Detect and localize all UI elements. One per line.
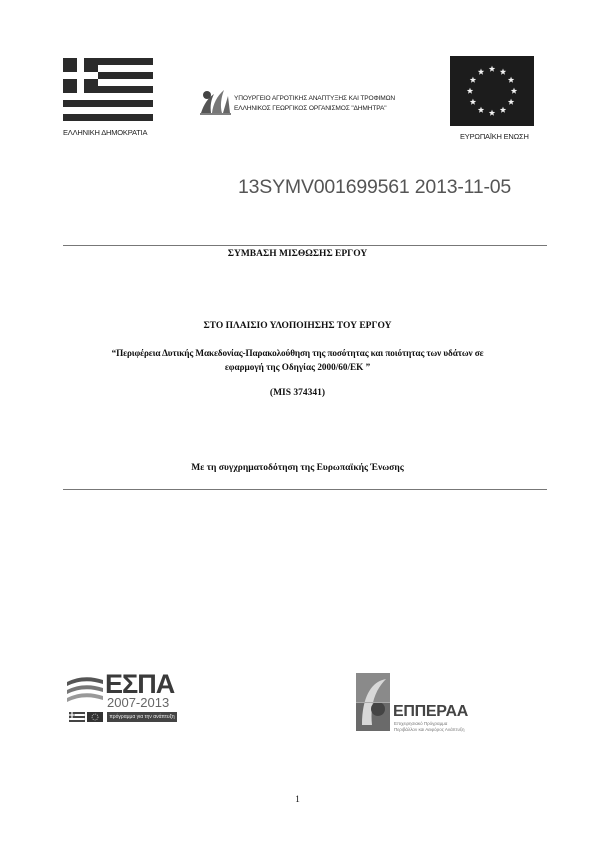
ada-code: 13SYMV001699561 2013-11-05: [238, 176, 512, 198]
ministry-logo: [198, 86, 408, 120]
epperaa-logo: [356, 673, 481, 733]
eu-flag-mini-icon: [87, 712, 103, 722]
epperaa-subtitle-1: Επιχειρησιακό Πρόγραμμα: [394, 721, 448, 726]
top-divider: [63, 245, 547, 246]
mis-code: (MIS 374341): [269, 388, 326, 398]
organization-name: ΕΛΛΗΝΙΚΟΣ ΓΕΩΡΓΙΚΟΣ ΟΡΓΑΝΙΣΜΟΣ "ΔΗΜΗΤΡΑ": [234, 105, 387, 112]
epperaa-emblem-icon: [356, 673, 390, 731]
framework-line: ΣΤΟ ΠΛΑΙΣΙΟ ΥΛΟΠΟΙΗΣΗΣ ΤΟΥ ΕΡΓΟΥ: [203, 321, 392, 331]
greek-flag-mini-icon: [69, 712, 85, 722]
bottom-divider: [63, 489, 547, 490]
demeter-emblem-icon: [198, 86, 232, 116]
page-number: 1: [295, 795, 300, 805]
epperaa-logo-text: ΕΠΠΕΡΑΑ: [393, 703, 468, 720]
project-title-line-2: εφαρμογή της Οδηγίας 2000/60/ΕΚ ”: [224, 362, 371, 372]
greek-flag-icon: [63, 58, 153, 122]
eu-flag-logo: [450, 56, 535, 141]
espa-swoosh-icon: [67, 676, 103, 702]
espa-years: 2007-2013: [107, 695, 170, 710]
espa-tagline: πρόγραμμα για την ανάπτυξη: [107, 712, 177, 722]
greek-flag-caption: ΕΛΛΗΝΙΚΗ ΔΗΜΟΚΡΑΤΙΑ: [63, 128, 148, 137]
espa-logo: [67, 669, 179, 724]
project-title-line-1: “Περιφέρεια Δυτικής Μακεδονίας-Παρακολούθηση της ποσότητας και ποιότητας των υδάτων σε: [111, 348, 484, 358]
contract-title: ΣΥΜΒΑΣΗ ΜΙΣΘΩΣΗΣ ΕΡΓΟΥ: [227, 249, 368, 259]
eu-flag-caption: ΕΥΡΩΠΑΪΚΗ ΕΝΩΣΗ: [460, 132, 529, 141]
ministry-name: ΥΠΟΥΡΓΕΙΟ ΑΓΡΟΤΙΚΗΣ ΑΝΑΠΤΥΞΗΣ ΚΑΙ ΤΡΟΦΙΜΩΝ: [234, 95, 396, 102]
eu-flag-icon: [450, 56, 534, 126]
espa-logo-text: ΕΣΠΑ: [105, 669, 175, 699]
greek-flag-logo: [63, 58, 153, 137]
epperaa-subtitle-2: Περιβάλλον και Αειφόρος Ανάπτυξη: [394, 727, 465, 732]
cofunding-line: Με τη συγχρηματοδότηση της Ευρωπαϊκής Ένωσης: [191, 463, 404, 473]
